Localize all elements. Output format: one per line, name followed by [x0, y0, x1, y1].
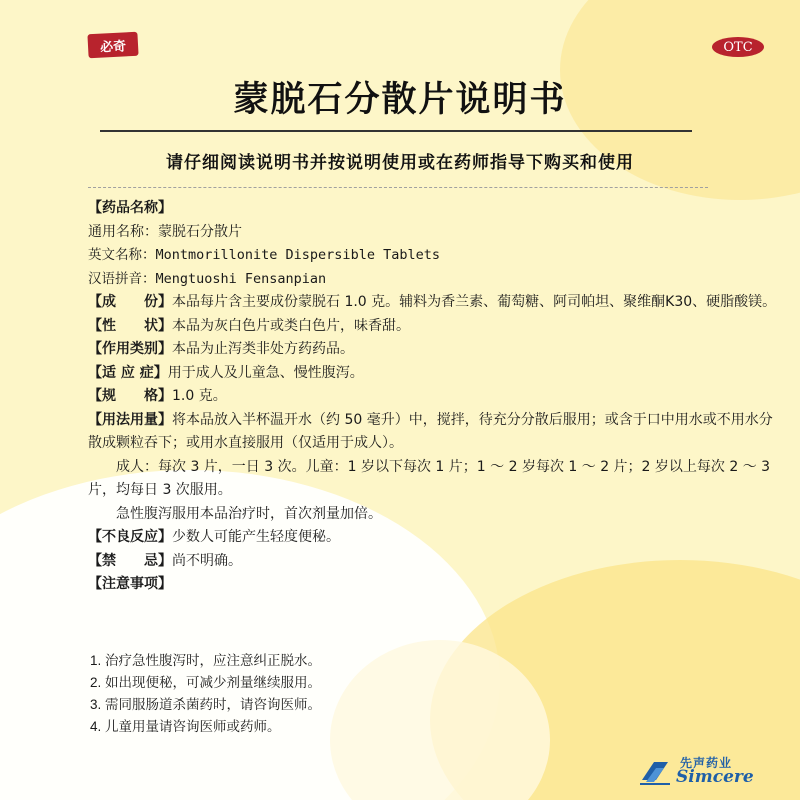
list-item: 1. 治疗急性腹泻时，应注意纠正脱水。 [90, 653, 322, 668]
indications-label: 【适 应 症】 [88, 364, 168, 381]
properties-label: 【性 状】 [88, 317, 172, 334]
adverse-label: 【不良反应】 [88, 529, 172, 545]
leaflet-body [88, 197, 778, 597]
list-item: 3. 需同服肠道杀菌药时，请咨询医师。 [90, 697, 322, 712]
precautions-label: 【注意事项】 [88, 576, 172, 592]
english-name: 英文名称：Montmorillonite Dispersible Tablets [88, 247, 440, 263]
manufacturer-name-en: Simcere [676, 767, 754, 787]
usage-acute: 急性腹泻服用本品治疗时，首次剂量加倍。 [116, 505, 382, 522]
contra-text: 尚不明确。 [172, 552, 242, 569]
manufacturer-name-cn: 先声药业 [680, 756, 733, 770]
manufacturer-logo [640, 752, 780, 788]
usage-instruction: 请仔细阅读说明书并按说明使用或在药师指导下购买和使用 [166, 153, 634, 173]
properties-text: 本品为灰白色片或类白色片，味香甜。 [172, 317, 410, 334]
adverse-text: 少数人可能产生轻度便秘。 [172, 529, 340, 545]
otc-badge: OTC [712, 37, 764, 57]
indications-text: 用于成人及儿童急、慢性腹泻。 [167, 364, 364, 381]
generic-name: 通用名称：蒙脱石分散片 [88, 223, 242, 240]
contra-label: 【禁 忌】 [88, 552, 172, 569]
brand-badge: 必奇 [87, 32, 138, 59]
page-title: 蒙脱石分散片说明书 [233, 80, 567, 120]
composition-text: 本品每片含主要成份蒙脱石 1.0 克。辅料为香兰素、葡萄糖、阿司帕坦、聚维酮K30、硬脂酸镁。 [172, 294, 777, 310]
simcere-logo-icon [640, 758, 670, 786]
usage-label: 【用法用量】 [88, 411, 172, 428]
pinyin-name: 汉语拼音：Mengtuoshi Fensanpian [88, 270, 327, 287]
list-item: 4. 儿童用量请咨询医师或药师。 [90, 719, 281, 734]
spec-label: 【规 格】 [88, 388, 172, 404]
list-item: 2. 如出现便秘，可减少剂量继续服用。 [90, 675, 322, 690]
usage-dose: 成人：每次 3 片，一日 3 次。儿童：1 岁以下每次 1 片；1 ～ 2 岁每次 1 ～ 2 片；2 岁以上每次 2 ～ 3 片，均每日 3 次服用。 [88, 458, 771, 498]
spec-text: 1.0 克。 [172, 388, 227, 404]
title-divider [100, 130, 692, 132]
dashed-divider [88, 187, 708, 188]
composition-label: 【成 份】 [88, 294, 172, 310]
category-label: 【作用类别】 [88, 341, 172, 357]
drug-name-label: 【药品名称】 [88, 200, 172, 216]
precautions-list [90, 650, 321, 738]
usage-text: 将本品放入半杯温开水（约 50 毫升）中，搅拌，待充分分散后服用；或含于口中用水或不用水分散成颗粒吞下；或用水直接服用（仅适用于成人）。 [88, 411, 773, 451]
category-text: 本品为止泻类非处方药药品。 [172, 341, 354, 357]
